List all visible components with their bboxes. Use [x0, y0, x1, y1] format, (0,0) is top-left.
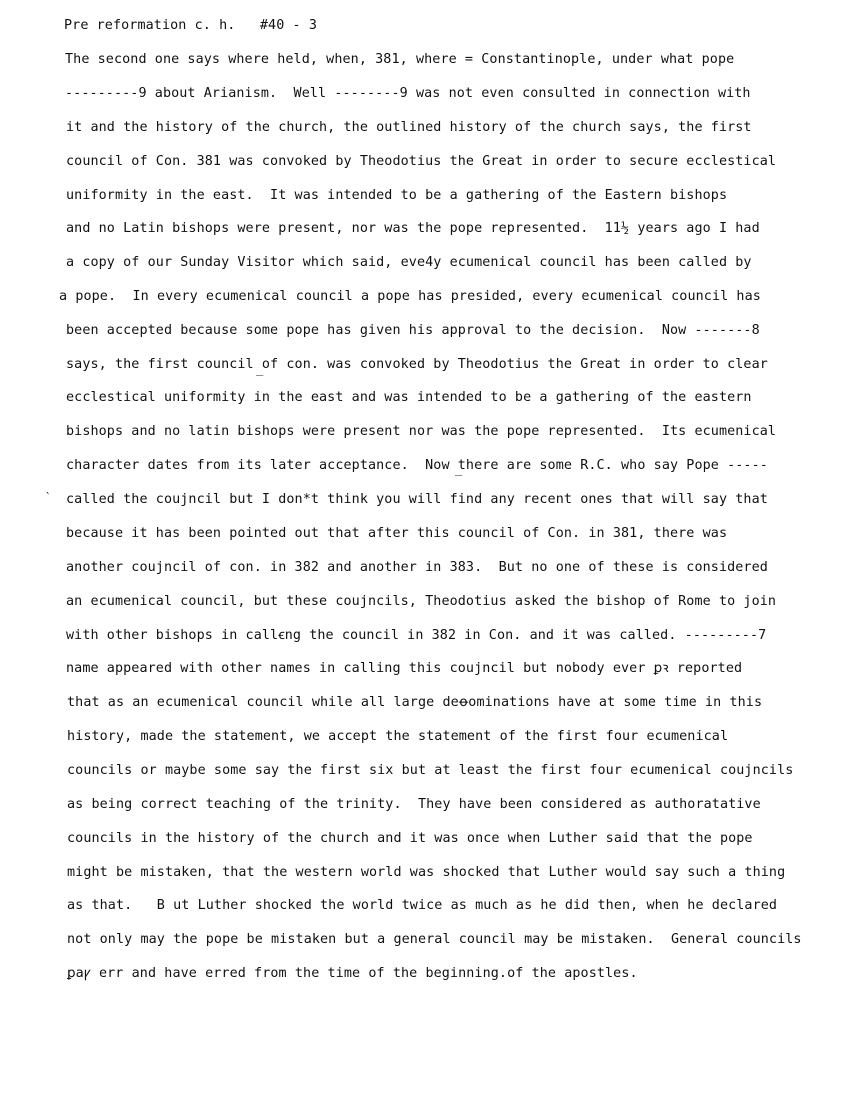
text-line: not only may the pope be mistaken but a general council may be mistaken. General councils	[67, 932, 802, 947]
text-line: because it has been pointed out that after this council of Con. in 381, there was	[66, 526, 728, 541]
text-line: as being correct teaching of the trinity. They have been considered as authoratative	[67, 797, 761, 812]
text-line: an ecumenical council, but these coujncils, Theodotius asked the bishop of Rome to join	[66, 594, 777, 609]
text-line: council of Con. 381 was convoked by Theodotius the Great in order to secure ecclestical	[66, 154, 777, 169]
text-line: ecclestical uniformity in the east and was intended to be a gathering of the eastern	[66, 390, 752, 405]
text-line: called the coujncil but I don*t think you will find any recent ones that will say that	[66, 492, 768, 507]
text-line: it and the history of the church, the outlined history of the church says, the first	[66, 120, 752, 135]
text-line: The second one says where held, when, 381, where = Constantinople, under what pope	[65, 52, 735, 67]
text-line: councils or maybe some say the first six but at least the first four ecumenical coujncils	[67, 763, 794, 778]
text-line: ꝑaꝩ err and have erred from the time of the beginning.of the apostles.	[67, 966, 638, 981]
text-line: with other bishops in callꞓng the council in 382 in Con. and it was called. ---------7	[66, 628, 767, 643]
text-line: character dates from its later acceptance. Now there are some R.C. who say Pope -----	[66, 458, 768, 473]
page-header: Pre reformation c. h. #40 - 3	[64, 18, 318, 33]
text-line: councils in the history of the church and it was once when Luther said that the pope	[67, 831, 753, 846]
text-line: ---------9 about Arianism. Well --------9 was not even consulted in connection with	[65, 86, 751, 101]
stray-mark: ‾	[455, 474, 463, 488]
text-line: bishops and no latin bishops were present nor was the pope represented. Its ecumenical	[66, 424, 777, 439]
text-line: uniformity in the east. It was intended to be a gathering of the Eastern bishops	[66, 188, 728, 203]
text-line: that as an ecumenical council while all large deꝋominations have at some time in this	[67, 695, 763, 710]
text-line: history, made the statement, we accept the statement of the first four ecumenical	[67, 729, 729, 744]
stray-mark: ‵	[44, 490, 52, 504]
text-line: name appeared with other names in calling this coujncil but nobody ever ꝑꝛ reported	[66, 661, 743, 676]
text-line: and no Latin bishops were present, nor was the pope represented. 11½ years ago I had	[66, 221, 760, 236]
text-line: as that. B ut Luther shocked the world twice as much as he did then, when he declared	[67, 898, 778, 913]
text-line: a pope. In every ecumenical council a pope has presided, every ecumenical council has	[59, 289, 761, 304]
text-line: might be mistaken, that the western world was shocked that Luther would say such a thing	[67, 865, 786, 880]
text-line: been accepted because some pope has given his approval to the decision. Now -------8	[66, 323, 760, 338]
text-line: another coujncil of con. in 382 and another in 383. But no one of these is considered	[66, 560, 768, 575]
text-line: a copy of our Sunday Visitor which said, eve4y ecumenical council has been called by	[66, 255, 752, 270]
text-line: says, the first council of con. was convoked by Theodotius the Great in order to clear	[66, 357, 768, 372]
stray-mark: ‾	[256, 374, 264, 388]
